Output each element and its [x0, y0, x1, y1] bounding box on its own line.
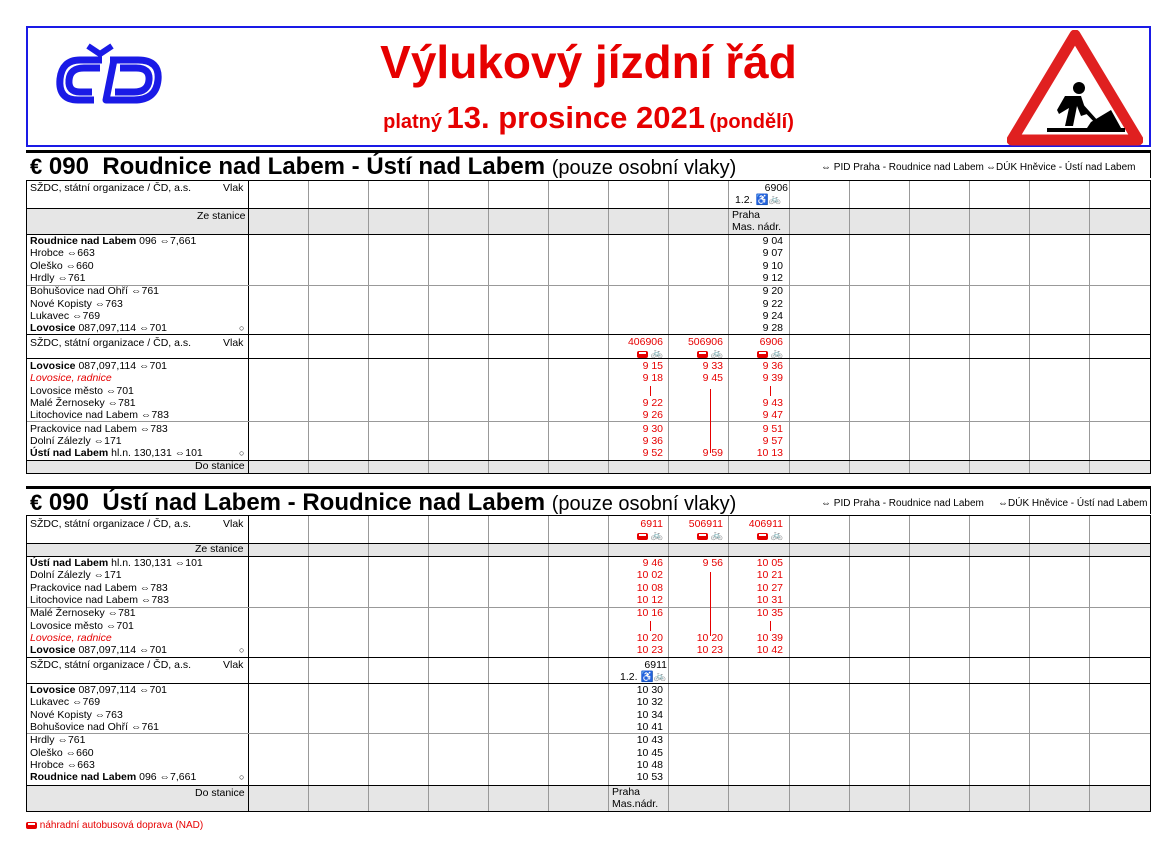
- column-divider: [668, 181, 669, 473]
- station-name: [30, 632, 112, 644]
- route-name: Roudnice nad Labem - Ústí nad Labem: [102, 153, 546, 180]
- departure-time: 9 56: [702, 557, 723, 569]
- train-number: 406906: [627, 336, 663, 348]
- station-label: Lukavec: [30, 696, 70, 709]
- train-number: 506911: [688, 518, 723, 530]
- row-divider: [27, 421, 1150, 422]
- train-services: [606, 530, 663, 542]
- to-row: [27, 460, 1150, 473]
- departure-time: 10 48: [636, 758, 663, 771]
- departure-time: 10 30: [636, 684, 663, 696]
- train-services: [726, 530, 783, 542]
- station-connections: 087,097,114 ⇔701: [78, 322, 168, 335]
- departure-time: 9 07: [762, 247, 783, 260]
- departure-time: 9 30: [642, 422, 663, 435]
- station-label: Lovosice: [30, 360, 76, 372]
- departure-time: 9 59: [702, 447, 723, 460]
- route-number: 090: [48, 153, 89, 180]
- station-label: Bohušovice nad Ohří: [30, 720, 129, 733]
- operator-row: [27, 657, 1150, 683]
- pass-through-line: [770, 621, 771, 631]
- station-label: Roudnice nad Labem: [30, 771, 137, 784]
- departure-time: 10 34: [636, 708, 663, 721]
- column-divider: [969, 516, 970, 811]
- station-connections: ⇔701: [105, 384, 134, 397]
- train-number: 6906: [759, 336, 783, 348]
- station-connections: ⇔783: [140, 409, 169, 422]
- departure-time: 10 39: [756, 631, 783, 644]
- route-note: (pouze osobní vlaky): [551, 157, 737, 179]
- departure-time: 10 05: [756, 557, 783, 569]
- departure-time: 9 57: [762, 434, 783, 447]
- column-divider: [248, 181, 249, 473]
- bus-icon: [757, 351, 768, 358]
- station-label: Bohušovice nad Ohří: [30, 285, 129, 298]
- valid-prefix: platný: [383, 111, 443, 133]
- station-name: [30, 247, 95, 259]
- wheelchair-icon: ♿: [640, 671, 654, 683]
- station-name: [30, 569, 122, 581]
- bus-icon: [697, 351, 708, 358]
- column-divider: [909, 516, 910, 811]
- train-services: [606, 348, 663, 360]
- row-divider: [27, 460, 1150, 461]
- row-divider: [27, 208, 1150, 209]
- station-connections: 096 ⇔7,661: [139, 235, 197, 247]
- legend-text: náhradní autobusová doprava (NAD): [39, 820, 204, 831]
- station-connections: ⇔761: [130, 720, 160, 733]
- train-services: [735, 194, 781, 206]
- operator: SŽDC, státní organizace / ČD, a.s.: [30, 337, 192, 349]
- bicycle-icon: 🚲: [710, 530, 723, 542]
- train-direction-icon: €: [30, 154, 43, 179]
- departure-time: 10 43: [636, 734, 663, 747]
- station-name: [30, 582, 168, 594]
- departure-time: 10 32: [636, 696, 663, 709]
- train-label: Vlak: [223, 518, 244, 530]
- station-name: [30, 557, 203, 569]
- station-connections: 087,097,114 ⇔701: [78, 684, 168, 696]
- operator-row: [27, 334, 1150, 358]
- station-connections: ⇔660: [65, 746, 94, 759]
- departure-time: 10 53: [636, 771, 663, 784]
- departure-time: 10 23: [636, 644, 663, 657]
- train-label: Vlak: [223, 659, 244, 671]
- connection-note-2: ⇔DÚK Hněvice - Ústí nad Labem: [986, 162, 1136, 173]
- operator: SŽDC, státní organizace / ČD, a.s.: [30, 518, 192, 530]
- station-name: [30, 721, 159, 733]
- train-number: 6911: [640, 518, 663, 530]
- station-name: [30, 409, 169, 421]
- departure-time: 10 23: [696, 644, 723, 657]
- valid-date: 13. prosince 2021: [446, 100, 705, 135]
- pass-through-line: [650, 621, 651, 631]
- from-station: Mas. nádr.: [732, 221, 782, 233]
- column-divider: [308, 181, 309, 473]
- departure-time: 9 22: [762, 297, 783, 310]
- column-divider: [308, 516, 309, 811]
- to-station: Mas.nádr.: [612, 798, 659, 810]
- station-name: [30, 272, 85, 284]
- row-divider: [27, 334, 1150, 335]
- column-divider: [969, 181, 970, 473]
- departure-time: 9 36: [642, 434, 663, 447]
- operator: SŽDC, státní organizace / ČD, a.s.: [30, 182, 192, 194]
- departure-time: 10 13: [756, 447, 783, 460]
- departure-time: 9 39: [762, 372, 783, 385]
- connection-note-1: ⇔ PID Praha - Roudnice nad Labem: [821, 162, 984, 173]
- departure-time: 10 12: [636, 593, 663, 606]
- departure-time: 10 08: [636, 581, 663, 594]
- route-name: Ústí nad Labem - Roudnice nad Labem: [102, 489, 546, 516]
- operator-row: [27, 181, 1150, 208]
- departure-time: 10 31: [756, 593, 783, 606]
- operator: SŽDC, státní organizace / ČD, a.s.: [30, 659, 192, 671]
- station-connections: ⇔783: [139, 581, 168, 594]
- bicycle-icon: 🚲: [768, 194, 781, 206]
- station-connections: ⇔769: [72, 696, 101, 709]
- station-name: [30, 734, 85, 746]
- station-connections: ⇔763: [94, 708, 123, 721]
- row-divider: [27, 683, 1150, 684]
- row-divider: [27, 543, 1150, 544]
- station-label: Litochovice nad Labem: [30, 593, 138, 606]
- legend: [26, 820, 203, 831]
- station-connections: 087,097,114 ⇔701: [78, 644, 168, 657]
- row-divider: [27, 657, 1150, 658]
- station-label: Nové Kopisty: [30, 297, 92, 310]
- departure-time: 9 47: [762, 409, 783, 422]
- departure-time: 9 26: [642, 409, 663, 422]
- bus-icon: [637, 351, 648, 358]
- wheelchair-icon: ♿: [755, 194, 769, 206]
- station-label: Prackovice nad Labem: [30, 581, 137, 594]
- station-name: [30, 260, 94, 272]
- ring-icon: ○: [239, 645, 245, 656]
- station-name: [30, 684, 167, 696]
- departure-time: 10 20: [696, 631, 723, 644]
- departure-time: 9 22: [642, 396, 663, 409]
- station-label: Roudnice nad Labem: [30, 235, 137, 247]
- bicycle-icon: 🚲: [770, 530, 783, 542]
- departure-time: 10 27: [756, 581, 783, 594]
- bus-icon: [637, 533, 648, 540]
- train-number: 6911: [644, 659, 667, 671]
- departure-time: 9 20: [762, 285, 783, 298]
- station-connections: ⇔761: [57, 271, 86, 284]
- bicycle-icon: 🚲: [710, 348, 723, 360]
- ring-icon: ○: [239, 448, 245, 459]
- column-divider: [428, 181, 429, 473]
- roadworks-warning-icon: [1007, 30, 1143, 146]
- station-connections: 087,097,114 ⇔701: [78, 360, 168, 372]
- station-connections: ⇔701: [105, 619, 134, 632]
- station-label: Lovosice: [30, 684, 76, 696]
- train-number: 406911: [748, 518, 783, 530]
- from-label: Ze stanice: [195, 543, 244, 555]
- route-note: (pouze osobní vlaky): [551, 493, 737, 515]
- bicycle-icon: 🚲: [653, 671, 666, 683]
- from-label: Ze stanice: [197, 210, 246, 222]
- from-row: [27, 208, 1150, 234]
- departure-time: 9 10: [762, 259, 783, 272]
- station-connections: ⇔783: [140, 593, 169, 606]
- departure-time: 9 04: [762, 235, 783, 247]
- route-title-1: [30, 153, 736, 182]
- station-name: [30, 747, 94, 759]
- station-name: [30, 644, 167, 656]
- station-label: Dolní Zálezly: [30, 569, 91, 582]
- station-connections: ⇔663: [66, 247, 95, 260]
- station-name: [30, 322, 167, 334]
- column-divider: [248, 516, 249, 811]
- station-label: Oleško: [30, 259, 63, 272]
- station-connections: ⇔763: [94, 297, 123, 310]
- row-divider: [27, 785, 1150, 786]
- station-connections: ⇔781: [107, 396, 136, 409]
- column-divider: [1089, 181, 1090, 473]
- station-label: Litochovice nad Labem: [30, 409, 138, 422]
- station-name: [30, 235, 196, 247]
- timetable-1: [26, 180, 1151, 474]
- station-name: [30, 385, 134, 397]
- column-divider: [368, 181, 369, 473]
- station-label: Hrobce: [30, 247, 64, 260]
- departure-time: 10 35: [756, 607, 783, 620]
- train-direction-icon: €: [30, 490, 43, 515]
- column-divider: [849, 516, 850, 811]
- route-header-1: [26, 150, 1151, 178]
- station-name: [30, 360, 167, 372]
- train-services: [666, 348, 723, 360]
- station-label: Lovosice město: [30, 384, 103, 397]
- station-connections: ⇔783: [139, 422, 168, 435]
- operator-row: [27, 516, 1150, 543]
- header: [26, 26, 1151, 147]
- connection-text: PID Praha - Roudnice nad Labem: [833, 162, 984, 173]
- pass-through-line: [710, 572, 711, 636]
- train-number: 506906: [687, 336, 723, 348]
- validity: [28, 98, 1149, 144]
- station-label: Lovosice: [30, 322, 76, 335]
- station-name: [30, 298, 123, 310]
- station-name: [30, 423, 168, 435]
- departure-time: 9 46: [642, 557, 663, 569]
- departure-time: 10 42: [756, 644, 783, 657]
- station-name: [30, 607, 136, 619]
- station-label: Oleško: [30, 746, 63, 759]
- to-row: [27, 785, 1150, 811]
- row-divider: [27, 358, 1150, 359]
- station-connections: hl.n. 130,131 ⇔101: [111, 447, 203, 460]
- pass-through-line: [770, 386, 771, 396]
- departure-time: 9 33: [702, 360, 723, 372]
- station-label: Malé Žernoseky: [30, 396, 105, 409]
- station-label: Malé Žernoseky: [30, 607, 105, 620]
- departure-time: 10 20: [636, 631, 663, 644]
- bus-icon: [757, 533, 768, 540]
- station-name: [30, 759, 95, 771]
- column-divider: [1089, 516, 1090, 811]
- station-connections: ⇔663: [66, 758, 95, 771]
- timetable-2: [26, 515, 1151, 812]
- train-services: [666, 530, 723, 542]
- station-label: Dolní Zálezly: [30, 434, 91, 447]
- station-name: [30, 435, 122, 447]
- column-divider: [849, 181, 850, 473]
- bicycle-icon: 🚲: [650, 348, 663, 360]
- to-station: Praha: [612, 786, 641, 798]
- row-divider: [27, 607, 1150, 608]
- from-station: Praha: [732, 209, 761, 221]
- station-label: Hrdly: [30, 734, 55, 747]
- row-divider: [27, 285, 1150, 286]
- departure-time: 9 51: [762, 422, 783, 435]
- station-connections: ⇔781: [107, 607, 136, 620]
- train-services: [620, 671, 666, 683]
- connection-text: DÚK Hněvice - Ústí nad Labem: [996, 162, 1136, 173]
- column-divider: [368, 516, 369, 811]
- train-class: 1.2.: [735, 194, 753, 206]
- from-row: [27, 543, 1150, 556]
- station-connections: ⇔660: [65, 259, 94, 272]
- column-divider: [789, 181, 790, 473]
- station-label: Lovosice, radnice: [30, 372, 112, 385]
- departure-time: 9 18: [642, 372, 663, 385]
- ring-icon: ○: [239, 323, 245, 334]
- departure-time: 9 28: [762, 322, 783, 335]
- station-label: Ústí nad Labem: [30, 447, 109, 460]
- station-name: [30, 310, 100, 322]
- station-label: Ústí nad Labem: [30, 557, 109, 569]
- station-name: [30, 709, 123, 721]
- station-name: [30, 696, 100, 708]
- station-name: [30, 771, 196, 783]
- station-connections: 096 ⇔7,661: [139, 771, 197, 784]
- station-label: Lovosice, radnice: [30, 631, 112, 644]
- departure-time: 9 45: [702, 372, 723, 385]
- station-label: Prackovice nad Labem: [30, 422, 137, 435]
- route-number: 090: [48, 489, 89, 516]
- pass-through-line: [710, 389, 711, 453]
- departure-time: 9 43: [762, 396, 783, 409]
- column-divider: [1029, 181, 1030, 473]
- station-name: [30, 620, 134, 632]
- station-label: Lukavec: [30, 309, 70, 322]
- train-label: Vlak: [223, 182, 244, 194]
- station-label: Lovosice: [30, 644, 76, 657]
- departure-time: 10 16: [636, 607, 663, 620]
- station-connections: ⇔761: [130, 285, 160, 298]
- route-header-2: [26, 486, 1151, 514]
- departure-time: 10 02: [636, 569, 663, 582]
- to-label: Do stanice: [195, 787, 245, 799]
- station-label: Lovosice město: [30, 619, 103, 632]
- station-name: [30, 372, 112, 384]
- departure-time: 9 12: [762, 271, 783, 284]
- departure-time: 9 24: [762, 309, 783, 322]
- station-connections: ⇔171: [93, 434, 122, 447]
- to-label: Do stanice: [195, 460, 245, 472]
- route-title-2: [30, 489, 736, 518]
- column-divider: [428, 516, 429, 811]
- station-label: Nové Kopisty: [30, 708, 92, 721]
- column-divider: [789, 516, 790, 811]
- departure-time: 10 21: [756, 569, 783, 582]
- connection-text: DÚK Hněvice - Ústí nad Labem: [1008, 498, 1148, 509]
- ring-icon: ○: [239, 772, 245, 783]
- bus-icon: [697, 533, 708, 540]
- pass-through-line: [650, 386, 651, 396]
- station-label: Hrobce: [30, 758, 64, 771]
- column-divider: [488, 181, 489, 473]
- bicycle-icon: 🚲: [650, 530, 663, 542]
- station-label: Hrdly: [30, 271, 55, 284]
- departure-time: 10 41: [636, 720, 663, 733]
- column-divider: [488, 516, 489, 811]
- bicycle-icon: 🚲: [770, 348, 783, 360]
- column-divider: [909, 181, 910, 473]
- connection-note-2: ⇔DÚK Hněvice - Ústí nad Labem: [998, 498, 1148, 509]
- train-label: Vlak: [223, 337, 244, 349]
- page-title: Výlukový jízdní řád: [380, 36, 797, 88]
- connection-note-1: ⇔ PID Praha - Roudnice nad Labem: [821, 498, 984, 509]
- connection-text: PID Praha - Roudnice nad Labem: [833, 498, 984, 509]
- train-class: 1.2.: [620, 671, 638, 683]
- station-name: [30, 397, 136, 409]
- row-divider: [27, 733, 1150, 734]
- station-connections: hl.n. 130,131 ⇔101: [111, 557, 203, 569]
- bus-icon: [26, 822, 37, 829]
- train-number: 6906: [764, 182, 788, 194]
- column-divider: [1029, 516, 1030, 811]
- column-divider: [548, 516, 549, 811]
- station-name: [30, 594, 169, 606]
- station-connections: ⇔769: [72, 309, 101, 322]
- departure-time: 9 15: [642, 360, 663, 372]
- departure-time: 10 45: [636, 746, 663, 759]
- station-connections: ⇔761: [57, 734, 86, 747]
- departure-time: 9 52: [642, 447, 663, 460]
- departure-time: 9 36: [762, 360, 783, 372]
- train-services: [726, 348, 783, 360]
- station-name: [30, 447, 203, 459]
- station-name: [30, 285, 159, 297]
- station-connections: ⇔171: [93, 569, 122, 582]
- valid-day: (pondělí): [709, 111, 794, 133]
- column-divider: [548, 181, 549, 473]
